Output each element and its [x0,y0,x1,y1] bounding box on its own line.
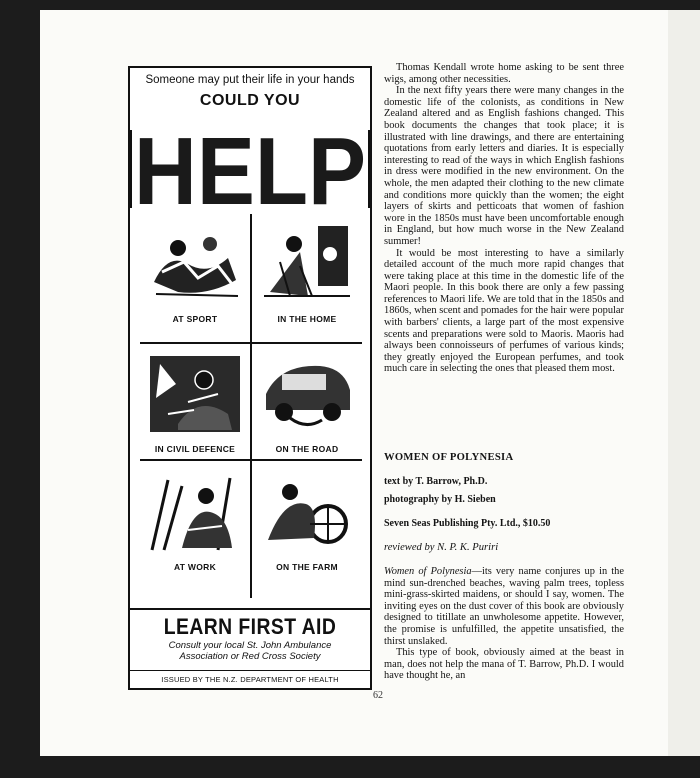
review-body [384,566,624,682]
review-paragraph: This type of book, obviously aimed at the beast in man, does not help the mana of T. Barrow, Ph.D. I would have thought he, an [384,647,624,682]
road-illustration [260,354,354,436]
ad-could-you: COULD YOU [199,92,301,109]
ad-tagline: Someone may put their life in your hands [145,74,355,86]
grid-divider [140,342,362,344]
panel-on-the-farm [252,466,362,586]
caption-at-work: AT WORK [173,562,217,572]
panel-in-the-home [252,214,362,334]
home-illustration [260,222,354,304]
panel-at-work [140,466,250,586]
ad-footer [130,608,370,684]
illustration-grid [140,214,362,608]
first-aid-advertisement [128,66,372,690]
panel-in-civil-defence [140,346,250,466]
article-paragraph: It would be most interesting to have a similarly detailed account of the much more rapid changes that were taking place at this time in the domestic life of the Maori people. In this book there are only a few passing references to Maori life. We are told that in the 1850s and 1860s, when scent and pomades for the hair were popular with barbers' clients, a large part of the most expensive scents and preparations were sold to Maoris. Maoris had always been connoisseurs of perfumes of various kinds; they greatly enjoyed the European perfumes, and took much care in selecting the ones that pleased them most. [384,247,624,375]
sport-illustration [148,222,242,304]
review-paragraph [384,566,624,647]
farm-illustration [260,474,354,556]
caption-in-the-home: IN THE HOME [277,314,337,324]
page-number: 62 [373,690,383,701]
review-publisher: Seven Seas Publishing Pty. Ltd., $10.50 [384,518,551,529]
issued-by: ISSUED BY THE N.Z. DEPARTMENT OF HEALTH [130,670,370,684]
panel-on-the-road [252,346,362,466]
civil-defence-illustration [148,354,242,436]
review-title: WOMEN OF POLYNESIA [384,452,514,463]
review-paragraph-text: —its very name conjures up in the mind sun-drenched beaches, waving palm trees, topless mini-grass-skirted maidens, or should I say, women. The inviting eyes on the dust cover of this book are obviously designed to titillate an unwholesome appetite. However, the promise is unfulfilled, the appetite unsatisfied, the thirst unslaked. [384,566,624,647]
review-photographer: photography by H. Sieben [384,494,496,505]
caption-on-the-farm: ON THE FARM [276,562,338,572]
caption-at-sport: AT SPORT [172,314,218,324]
caption-on-the-road: ON THE ROAD [275,444,339,454]
ad-header [130,68,370,110]
panel-at-sport [140,214,250,334]
book-title-inline: Women of Polynesia [384,566,472,577]
consult-line-2: Association or Red Cross Society [179,651,321,662]
consult-line-1: Consult your local St. John Ambulance [168,640,332,651]
work-illustration [148,474,242,556]
help-banner [128,130,372,208]
learn-first-aid-heading: LEARN FIRST AID [163,614,337,639]
help-banner-graphic [128,130,372,208]
article-paragraph: Thomas Kendall wrote home asking to be sent three wigs, among other necessities. [384,62,624,85]
article-continuation [384,62,624,375]
help-title: HELP [134,130,366,208]
reviewer-credit: reviewed by N. P. K. Puriri [384,542,499,553]
article-paragraph: In the next fifty years there were many changes in the domestic life of the colonists, as conditions in New Zealand altered and as English fashions changed. This book documents the changes that took place; it is illustrated with line drawings, and there are entertaining quotations from early letters and diaries. It is especially interesting to read of the ways in which English fashions in dress were modified in the new environment. On the whole, the men adapted their clothing to the new climate and conditions more quickly than the women; the eight layers of skirts and petticoats that women of fashion wore in the 1850s must have been uncomfortable enough in England, but how much worse in the New Zealand summer! [384,85,624,247]
review-author: text by T. Barrow, Ph.D. [384,476,488,487]
facing-page-edge [668,10,700,756]
caption-in-civil-defence: IN CIVIL DEFENCE [154,444,236,454]
